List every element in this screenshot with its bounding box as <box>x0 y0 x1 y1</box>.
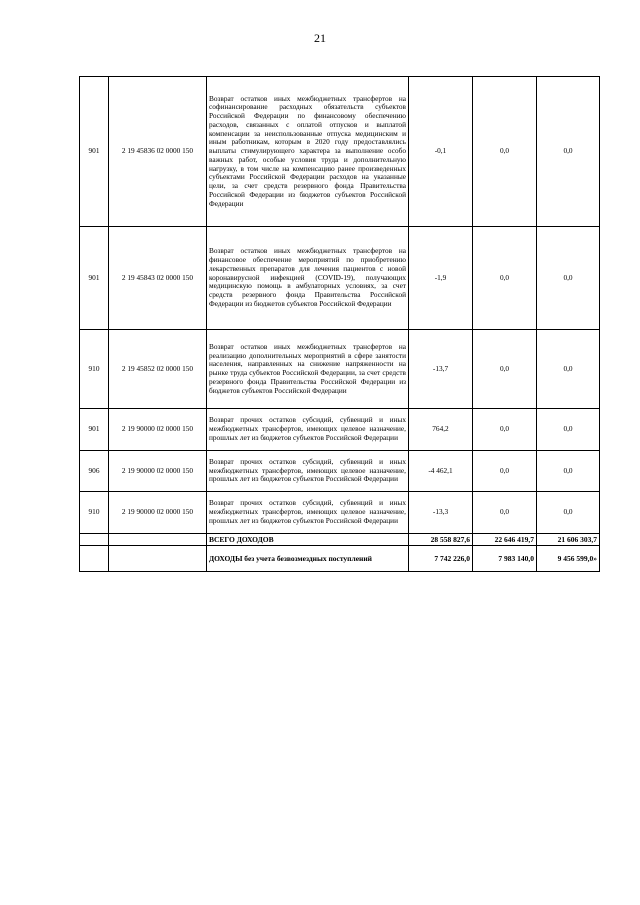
amount-2022-cell: 0,0 <box>473 330 537 409</box>
empty-cell <box>109 546 207 572</box>
revenue-name-cell: Возврат прочих остатков субсидий, субвенций и иных межбюджетных трансфертов, имеющих целевое назначение, прошлых лет из бюджетов субъектов Российской Федерации <box>207 409 409 451</box>
amount-2021-cell: -13,7 <box>409 330 473 409</box>
total-2021-cell: 28 558 827,6 <box>409 534 473 546</box>
revenue-name-cell: Возврат прочих остатков субсидий, субвенций и иных межбюджетных трансфертов, имеющих целевое назначение, прошлых лет из бюджетов субъектов Российской Федерации <box>207 451 409 492</box>
table-row <box>80 227 600 330</box>
budget-code-cell: 2 19 90000 02 0000 150 <box>109 451 207 492</box>
amount-2021-cell: 764,2 <box>409 409 473 451</box>
total-2022-cell: 7 983 140,0 <box>473 546 537 572</box>
empty-cell <box>80 546 109 572</box>
amount-2022-cell: 0,0 <box>473 227 537 330</box>
amount-2023-cell: 0,0 <box>537 409 600 451</box>
amount-2023-cell: 0,0 <box>537 330 600 409</box>
amount-2022-cell: 0,0 <box>473 409 537 451</box>
total-label-cell: ВСЕГО ДОХОДОВ <box>207 534 409 546</box>
empty-cell <box>80 534 109 546</box>
total-row <box>80 534 600 546</box>
total-2023-cell: 21 606 303,7 <box>537 534 600 546</box>
admin-code-cell: 901 <box>80 77 109 227</box>
amount-2023-cell: 0,0 <box>537 77 600 227</box>
amount-2021-cell: -4 462,1 <box>409 451 473 492</box>
admin-code-cell: 910 <box>80 330 109 409</box>
amount-2023-cell: 0,0 <box>537 492 600 534</box>
page-number: 21 <box>314 31 326 45</box>
amount-2022-cell: 0,0 <box>473 492 537 534</box>
total-2023-cell: 9 456 599,0» <box>537 546 600 572</box>
table-row <box>80 492 600 534</box>
amount-2022-cell: 0,0 <box>473 451 537 492</box>
table-row <box>80 451 600 492</box>
table-row <box>80 77 600 227</box>
revenue-name-cell: Возврат остатков иных межбюджетных трансфертов на финансовое обеспечение мероприятий по приобретению лекарственных препаратов для лечения пациентов с новой коронавирусной инфекцией (COVID-19), получающих медицинскую помощь в амбулаторных условиях, за счет средств резервного фонда Правительства Российской Федерации из бюджетов субъектов Российской Федерации <box>207 227 409 330</box>
total-row <box>80 546 600 572</box>
amount-2022-cell: 0,0 <box>473 77 537 227</box>
amount-2021-cell: -13,3 <box>409 492 473 534</box>
table-row <box>80 409 600 451</box>
budget-code-cell: 2 19 45843 02 0000 150 <box>109 227 207 330</box>
admin-code-cell: 906 <box>80 451 109 492</box>
amount-2023-cell: 0,0 <box>537 227 600 330</box>
admin-code-cell: 901 <box>80 409 109 451</box>
budget-code-cell: 2 19 90000 02 0000 150 <box>109 409 207 451</box>
amount-2023-cell: 0,0 <box>537 451 600 492</box>
empty-cell <box>109 534 207 546</box>
total-2021-cell: 7 742 226,0 <box>409 546 473 572</box>
admin-code-cell: 910 <box>80 492 109 534</box>
revenue-table <box>79 76 600 572</box>
revenue-name-cell: Возврат прочих остатков субсидий, субвенций и иных межбюджетных трансфертов, имеющих целевое назначение, прошлых лет из бюджетов субъектов Российской Федерации <box>207 492 409 534</box>
budget-code-cell: 2 19 45852 02 0000 150 <box>109 330 207 409</box>
total-2022-cell: 22 646 419,7 <box>473 534 537 546</box>
admin-code-cell: 901 <box>80 227 109 330</box>
total-label-cell: ДОХОДЫ без учета безвозмездных поступлений <box>207 546 409 572</box>
budget-code-cell: 2 19 90000 02 0000 150 <box>109 492 207 534</box>
budget-code-cell: 2 19 45836 02 0000 150 <box>109 77 207 227</box>
amount-2021-cell: -0,1 <box>409 77 473 227</box>
revenue-name-cell: Возврат остатков иных межбюджетных трансфертов на реализацию дополнительных мероприятий в сфере занятости населения, направленных на снижение напряженности на рынке труда субъектов Российской Федерации, за счет средств резервного фонда Правительства Российской Федерации из бюджетов субъектов Российской Федерации <box>207 330 409 409</box>
amount-2021-cell: -1,9 <box>409 227 473 330</box>
revenue-name-cell: Возврат остатков иных межбюджетных трансфертов на софинансирование расходных обязательств субъектов Российской Федерации по финансовому обеспечению расходов, связанных с оплатой отпусков и выплатой компенсации за неиспользованные отпуска медицинским и иным работникам, которым в 2020 году предоставлялись выплаты стимулирующего характера за выполнение особо важных работ, особые условия труда и дополнительную нагрузку, в том числе на компенсацию ранее произведенных субъектами Российской Федерации расходов на указанные цели, за счет средств резервного фонда Правительства Российской Федерации из бюджетов субъектов Российской Федерации <box>207 77 409 227</box>
table-row <box>80 330 600 409</box>
